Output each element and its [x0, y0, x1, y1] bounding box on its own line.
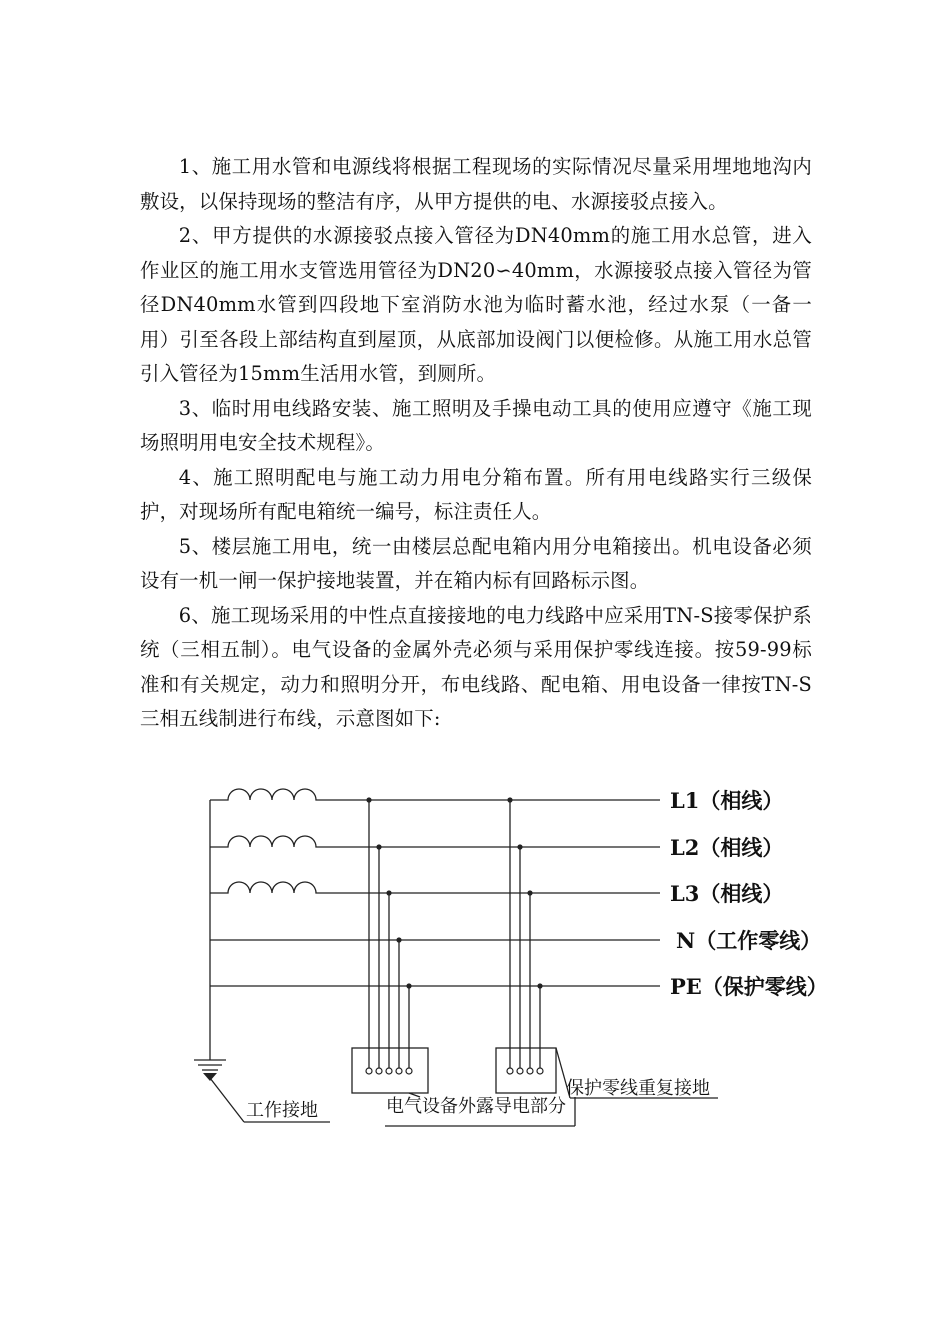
l2-label: L2（相线）	[670, 835, 784, 860]
device1-junction-l2	[376, 844, 381, 849]
work-ground-symbol	[194, 1050, 226, 1081]
paragraph-1: 1、施工用水管和电源线将根据工程现场的实际情况尽量采用埋地地沟内敷设，以保持现场的整洁有序，从甲方提供的电、水源接驳点接入。	[140, 155, 812, 213]
device1-junction-pe	[406, 983, 411, 988]
device1-terminal	[366, 1068, 372, 1074]
paragraph-6: 6、施工现场采用的中性点直接接地的电力线路中应采用TN-S接零保护系统（三相五制）。电气设备的金属外壳必须与采用保护零线连接。按59-99标准和有关规定，动力和照明分开，布电线路、配电箱、用电设备一律按TN-S三相五线制进行布线，示意图如下:	[140, 603, 812, 730]
work-ground-leader	[210, 1078, 244, 1122]
l1-coil	[210, 789, 660, 800]
paragraph-4: 4、施工照明配电与施工动力用电分箱布置。所有用电线路实行三级保护，对现场所有配电箱统一编号，标注责任人。	[140, 465, 812, 523]
device1-junction-l1	[366, 797, 371, 802]
device2-junction-l1	[507, 797, 512, 802]
device1-junction-n	[396, 937, 401, 942]
device1-terminal	[406, 1068, 412, 1074]
paragraph-2: 2、甲方提供的水源接驳点接入管径为DN40mm的施工用水总管，进入作业区的施工用水支管选用管径为DN20∽40mm，水源接驳点接入管径为管径DN40mm水管到四段地下室消防水池为临时蓄水池，经过水泵（一备一用）引至各段上部结构直到屋顶，从底部加设阀门以便检修。从施工用水总管引入管径为15mm生活用水管，到厕所。	[140, 224, 812, 385]
n-label: N（工作零线）	[676, 928, 822, 953]
device1-terminal	[376, 1068, 382, 1074]
device2-terminal	[527, 1068, 533, 1074]
device1-junction-l3	[386, 890, 391, 895]
device2-box	[496, 1048, 556, 1093]
paragraph-3: 3、临时用电线路安装、施工照明及手操电动工具的使用应遵守《施工现场照明用电安全技术规程》。	[140, 396, 812, 454]
device2-junction-l2	[517, 844, 522, 849]
exposed-parts-label: 电气设备外露导电部分	[386, 1096, 566, 1117]
l3-coil	[210, 882, 660, 893]
device1-terminal	[396, 1068, 402, 1074]
paragraph-5: 5、楼层施工用电，统一由楼层总配电箱内用分电箱接出。机电设备必须设有一机一闸一保护接地装置，并在箱内标有回路标示图。	[140, 534, 812, 592]
l1-label: L1（相线）	[670, 788, 784, 813]
body-text	[140, 150, 812, 737]
device2-junction-l3	[527, 890, 532, 895]
tn-s-wiring-diagram	[0, 760, 950, 1160]
pe-label: PE（保护零线）	[670, 974, 828, 999]
work-ground-label: 工作接地	[246, 1100, 318, 1121]
device1-terminal	[386, 1068, 392, 1074]
device2-terminal	[537, 1068, 543, 1074]
pe-reground-label: 保护零线重复接地	[566, 1078, 710, 1099]
device2-terminal	[517, 1068, 523, 1074]
l2-coil	[210, 836, 660, 847]
l3-label: L3（相线）	[670, 881, 784, 906]
device2-junction-pe	[537, 983, 542, 988]
device2-terminal	[507, 1068, 513, 1074]
